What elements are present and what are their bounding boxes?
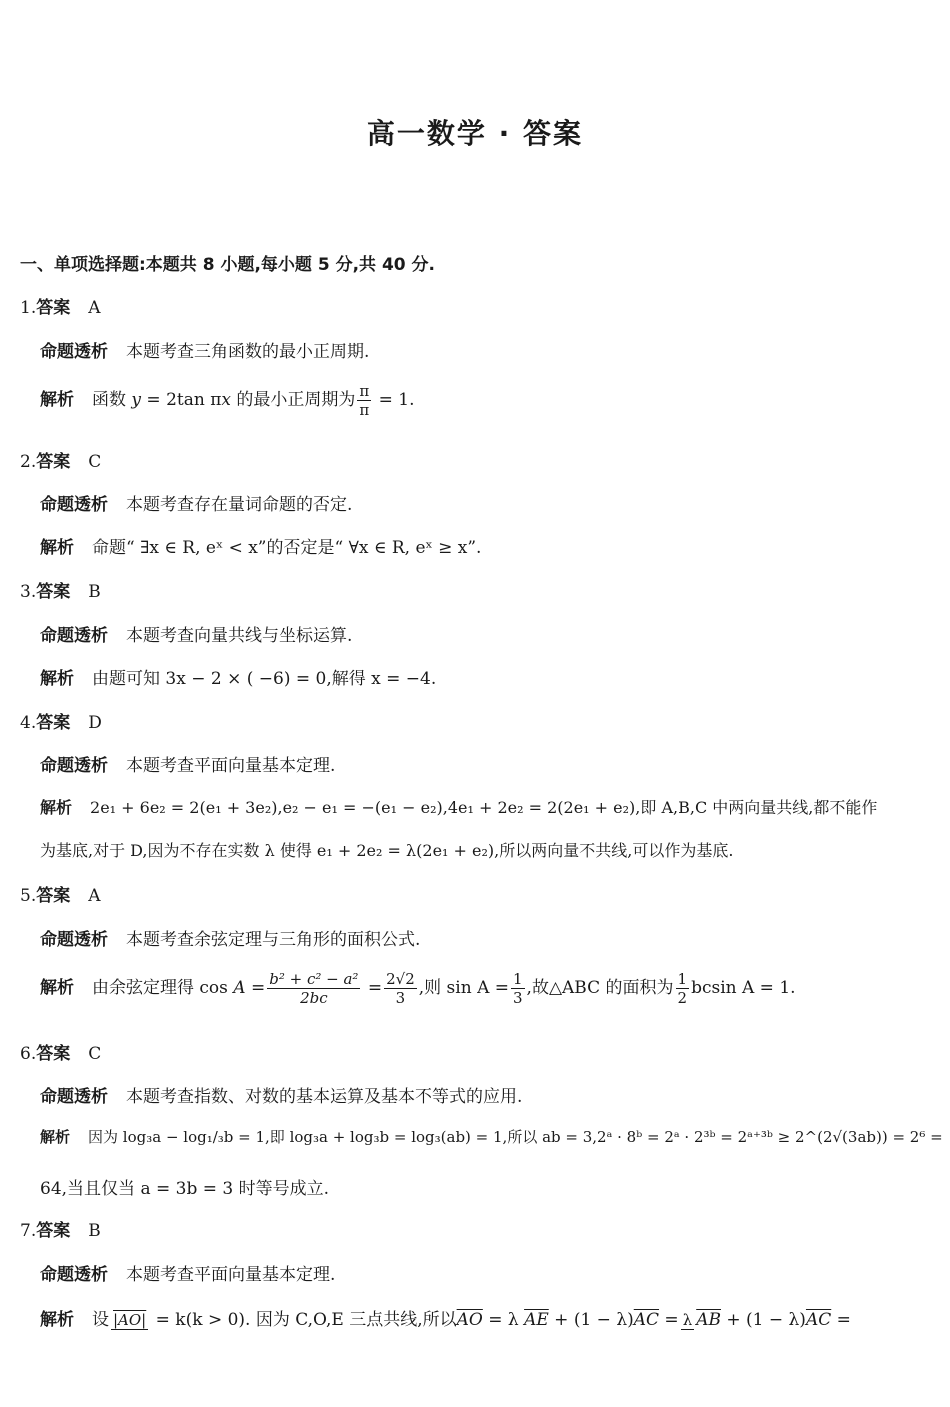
vector-AC-2: $\overline{AC}$ <box>805 1310 832 1330</box>
q5-analysis-row: 解析 由余弦定理得 cos A = $\frac{\text{b² + c² − a²}}{2bc}$ = $\frac{2√2}{3}$ ,则 sin A = $\frac{1}{3}$ ,故△ABC 的面积为 $\frac{1}{2}$ bcsin A = 1. <box>40 970 796 1007</box>
q1-number: 1. <box>20 298 37 318</box>
q5-answer-row <box>20 881 101 906</box>
q4-analysis-row <box>40 795 877 818</box>
q4-answer: D <box>88 713 102 733</box>
q3-intent-row <box>40 621 352 646</box>
q4-number: 4. <box>20 713 37 733</box>
q6-answer: C <box>88 1044 102 1064</box>
q3-answer: B <box>88 582 101 602</box>
q2-intent-row <box>40 490 352 515</box>
q5-intent-row <box>40 925 420 950</box>
q4-analysis-continued <box>40 838 733 861</box>
q7-answer: B <box>88 1221 101 1241</box>
q5-fraction-cos: $\frac{\text{b² + c² − a²}}{2bc}$ <box>269 970 359 1007</box>
answer-label: 答案 <box>36 886 71 906</box>
page-title: 高一数学 · 答案 <box>366 117 584 150</box>
q2-answer-row <box>20 447 101 472</box>
answer-label: 答案 <box>36 1044 71 1064</box>
analysis-label: 解析 <box>40 1310 74 1330</box>
q5-fraction-sin: $\frac{1}{3}$ <box>513 970 523 1007</box>
answer-label: 答案 <box>36 1221 71 1241</box>
q6-intent: 本题考查指数、对数的基本运算及基本不等式的应用. <box>126 1087 523 1107</box>
answer-label: 答案 <box>36 713 71 733</box>
analysis-label: 解析 <box>40 538 74 558</box>
vector-AO: $\overline{AO}$ <box>456 1310 483 1330</box>
intent-label: 命题透析 <box>40 626 108 646</box>
q1-intent: 本题考查三角函数的最小正周期. <box>126 342 370 362</box>
q7-answer-row <box>20 1216 101 1241</box>
section-heading: 一、单项选择题:本题共 8 小题,每小题 5 分,共 40 分. <box>20 255 435 275</box>
analysis-label: 解析 <box>40 669 74 689</box>
q7-fraction-ratio: |AO| <box>113 1311 147 1329</box>
analysis-label: 解析 <box>40 798 73 817</box>
q6-answer-row <box>20 1039 101 1064</box>
intent-label: 命题透析 <box>40 1087 108 1107</box>
answer-label: 答案 <box>36 582 71 602</box>
q4-analysis-line1: 2e₁ + 6e₂ = 2(e₁ + 3e₂),e₂ − e₁ = −(e₁ − e₂),4e₁ + 2e₂ = 2(2e₁ + e₂),即 A,B,C 中两向量共线,都不能作 <box>90 798 878 817</box>
q6-number: 6. <box>20 1044 37 1064</box>
q6-analysis-line2: 64,当且仅当 a = 3b = 3 时等号成立. <box>40 1179 329 1199</box>
q7-intent-row <box>40 1260 335 1285</box>
q1-analysis-row: 解析 函数 y = 2tan πx 的最小正周期为 $\frac{\pi}{\pi}$ = 1. <box>40 382 415 419</box>
q3-analysis-row <box>40 664 436 689</box>
q1-fraction: $\frac{\pi}{\pi}$ <box>359 382 370 419</box>
q1-intent-row <box>40 337 369 362</box>
q2-answer: C <box>88 452 102 472</box>
q3-number: 3. <box>20 582 37 602</box>
intent-label: 命题透析 <box>40 930 108 950</box>
vector-AE: $\overline{AE}$ <box>524 1310 549 1330</box>
vector-AB: $\overline{AB}$ <box>696 1310 721 1330</box>
q2-analysis-row <box>40 533 481 558</box>
intent-label: 命题透析 <box>40 1265 108 1285</box>
intent-label: 命题透析 <box>40 342 108 362</box>
q1-answer: A <box>88 298 101 318</box>
q2-analysis: 命题“ ∃x ∈ R, eˣ < x”的否定是“ ∀x ∈ R, eˣ ≥ x”. <box>92 538 482 558</box>
q5-intent: 本题考查余弦定理与三角形的面积公式. <box>126 930 421 950</box>
q4-intent: 本题考查平面向量基本定理. <box>126 756 336 776</box>
q4-intent-row <box>40 751 335 776</box>
q3-analysis: 由题可知 3x − 2 × ( −6) = 0,解得 x = −4. <box>92 669 437 689</box>
q2-intent: 本题考查存在量词命题的否定. <box>126 495 353 515</box>
q2-number: 2. <box>20 452 37 472</box>
q6-analysis-row <box>40 1126 943 1147</box>
q3-answer-row <box>20 577 101 602</box>
q6-intent-row <box>40 1082 522 1107</box>
q4-answer-row <box>20 708 102 733</box>
intent-label: 命题透析 <box>40 495 108 515</box>
answer-label: 答案 <box>36 452 71 472</box>
q6-analysis-continued <box>40 1174 329 1199</box>
q7-analysis-row: 解析 设 |AO| = k(k > 0). 因为 C,O,E 三点共线,所以$\overline{AO} = \lambda$ $\overline{AE} + (1 - \lambda)\overline{AC}$ = λ $\overline{AB} + (1 - \lambda)\overline{AC}$ = <box>40 1310 851 1330</box>
analysis-label: 解析 <box>40 978 74 998</box>
q5-answer: A <box>88 886 101 906</box>
q4-analysis-line2: 为基底,对于 D,因为不存在实数 λ 使得 e₁ + 2e₂ = λ(2e₁ + e₂),所以两向量不共线,可以作为基底. <box>40 841 734 860</box>
q7-number: 7. <box>20 1221 37 1241</box>
q1-answer-row <box>20 293 101 318</box>
analysis-label: 解析 <box>40 390 74 410</box>
vector-AC: $\overline{AC}$ <box>633 1310 660 1330</box>
q7-fraction-lambda: λ <box>682 1311 693 1329</box>
q6-analysis-line1: 因为 log₃a − log₁/₃b = 1,即 log₃a + log₃b = log₃(ab) = 1,所以 ab = 3,2ᵃ · 8ᵇ = 2ᵃ · 2³ᵇ = 2ᵃ⁺³ᵇ ≥ 2^(2√(3ab)) = 2⁶ = <box>88 1128 943 1146</box>
answer-label: 答案 <box>36 298 71 318</box>
analysis-label: 解析 <box>40 1128 71 1146</box>
q5-fraction-half: $\frac{1}{2}$ <box>677 970 688 1007</box>
intent-label: 命题透析 <box>40 756 108 776</box>
q5-fraction-value: $\frac{2√2}{3}$ <box>386 970 415 1007</box>
q7-intent: 本题考查平面向量基本定理. <box>126 1265 336 1285</box>
q3-intent: 本题考查向量共线与坐标运算. <box>126 626 353 646</box>
q5-number: 5. <box>20 886 37 906</box>
